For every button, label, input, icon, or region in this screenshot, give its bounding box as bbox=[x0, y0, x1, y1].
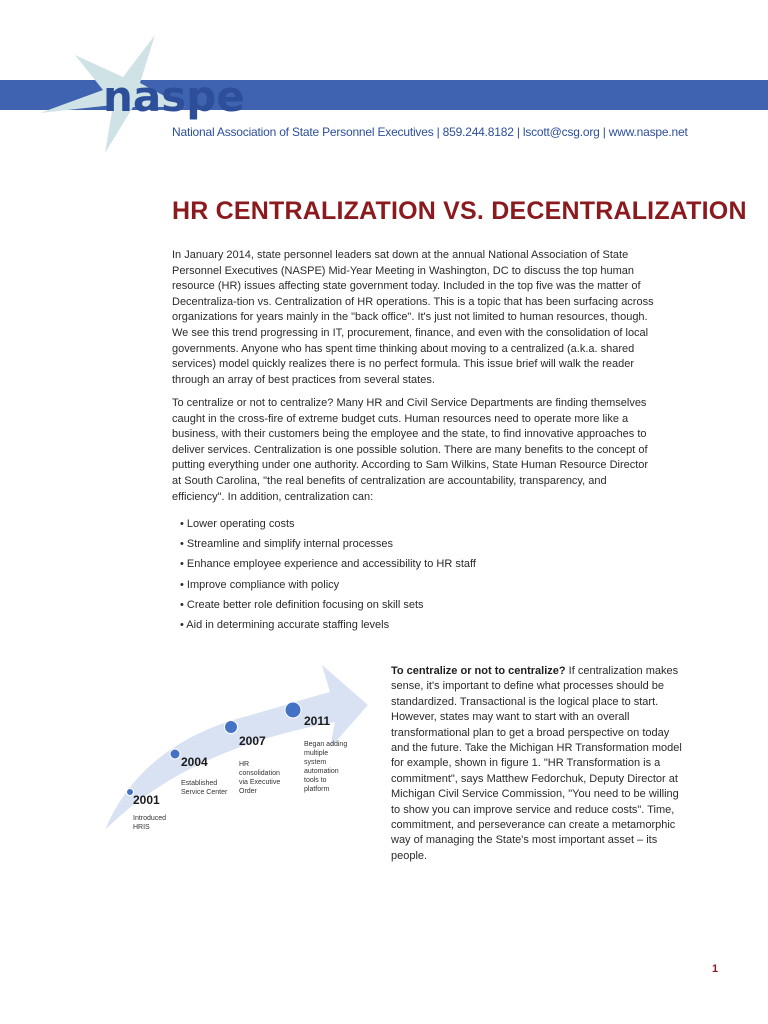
milestone-desc-line: platform bbox=[304, 786, 330, 793]
milestone-2001 bbox=[127, 789, 169, 832]
milestone-desc-line: multiple bbox=[304, 750, 329, 757]
milestone-desc-line: HRIS bbox=[133, 824, 150, 831]
side-paragraph bbox=[391, 664, 687, 864]
naspe-logo: naspe bbox=[103, 72, 245, 121]
milestone-dot bbox=[225, 721, 238, 734]
milestone-desc-line: tools to bbox=[304, 777, 327, 784]
milestone-year: 2011 bbox=[304, 714, 331, 728]
centralize-paragraph: To centralize or not to centralize? Many HR and Civil Service Departments are finding themselves caught in the cross-fire of extreme budget cuts. Human resources need to operate more like a business, with their customers being the employee and the state, to find innovative approaches to deliver services. Centralization is one possible solution. There are many benefits to the concept of putting everything under one authority. According to Sam Wilkins, State Human Resource Director at South Carolina, "the real benefits of centralization are accountability, transparency, and efficiency". In addition, centralization can: bbox=[172, 397, 649, 503]
page-number: 1 bbox=[712, 963, 719, 975]
list-item: • Improve compliance with policy bbox=[180, 578, 340, 591]
list-item: • Aid in determining accurate staffing levels bbox=[180, 618, 390, 631]
list-item: • Enhance employee experience and accessibility to HR staff bbox=[180, 558, 476, 571]
milestone-desc-line: consolidation bbox=[239, 770, 280, 777]
milestone-year: 2004 bbox=[181, 755, 208, 769]
list-item: • Streamline and simplify internal processes bbox=[180, 538, 393, 551]
milestone-desc-line: HR bbox=[239, 761, 250, 768]
milestone-desc-line: via Executive bbox=[239, 779, 281, 786]
contact-line: National Association of State Personnel Executives | 859.244.8182 | lscott@csg.org | www.naspe.net bbox=[172, 125, 688, 139]
page-title: HR CENTRALIZATION VS. DECENTRALIZATION bbox=[172, 197, 747, 225]
milestone-desc bbox=[304, 741, 349, 793]
milestone-desc-line: system bbox=[304, 759, 327, 766]
milestone-desc-line: Established bbox=[181, 780, 218, 787]
milestone-year: 2001 bbox=[133, 793, 160, 807]
side-lead: To centralize or not to centralize? bbox=[391, 665, 566, 677]
milestone-desc-line: Order bbox=[239, 788, 257, 795]
milestone-desc-line: Began adding bbox=[304, 741, 348, 748]
milestone-desc bbox=[181, 780, 228, 796]
milestone-desc bbox=[133, 815, 168, 831]
hr-transformation-timeline bbox=[100, 660, 380, 840]
milestone-desc-line: automation bbox=[304, 768, 339, 775]
milestone-dot bbox=[170, 749, 180, 759]
milestone-desc-line: Service Center bbox=[181, 789, 228, 796]
milestone-year: 2007 bbox=[239, 734, 266, 748]
milestone-desc-line: Introduced bbox=[133, 815, 167, 822]
side-body: If centralization makes sense, it's important to define what processes should be standardized. Transactional is the logical place to start. However, states may want to start with an overall transformational plan to get a broad perspective on today and the future. Take the Michigan HR Transformation model for example, shown in figure 1. "HR Transformation is a commitment", says Matthew Fedorchuk, Deputy Director at Michigan Civil Service Commission, "You need to be willing to show you can improve service and reduce costs". Time, commitment, and perseverance can create a metamorphic way of managing the State's most important asset – its people. bbox=[391, 665, 682, 862]
milestone-desc bbox=[239, 761, 282, 795]
intro-paragraph: In January 2014, state personnel leaders sat down at the annual National Association of State Personnel Executives (NASPE) Mid-Year Meeting in Washington, DC to discuss the top human resource (HR) issues affecting state government today. Included in the top five was the matter of Decentraliza-tion vs. Centralization of HR operations. This is a topic that has been surfacing across organizations for years mainly in the "back office". It's just not limited to human resources, though. We see this trend progressing in IT, procurement, finance, and even with the consolidation of local governments. Anyone who has spent time thinking about moving to a centralized (a.k.a. shared services) model quickly realizes there is no perfect formula. This issue brief will walk the reader through an array of best practices from several states. bbox=[172, 249, 654, 386]
milestone-dot bbox=[285, 702, 301, 718]
benefits-list bbox=[180, 514, 476, 635]
list-item: • Create better role definition focusing on skill sets bbox=[180, 598, 424, 611]
list-item: • Lower operating costs bbox=[180, 518, 295, 530]
